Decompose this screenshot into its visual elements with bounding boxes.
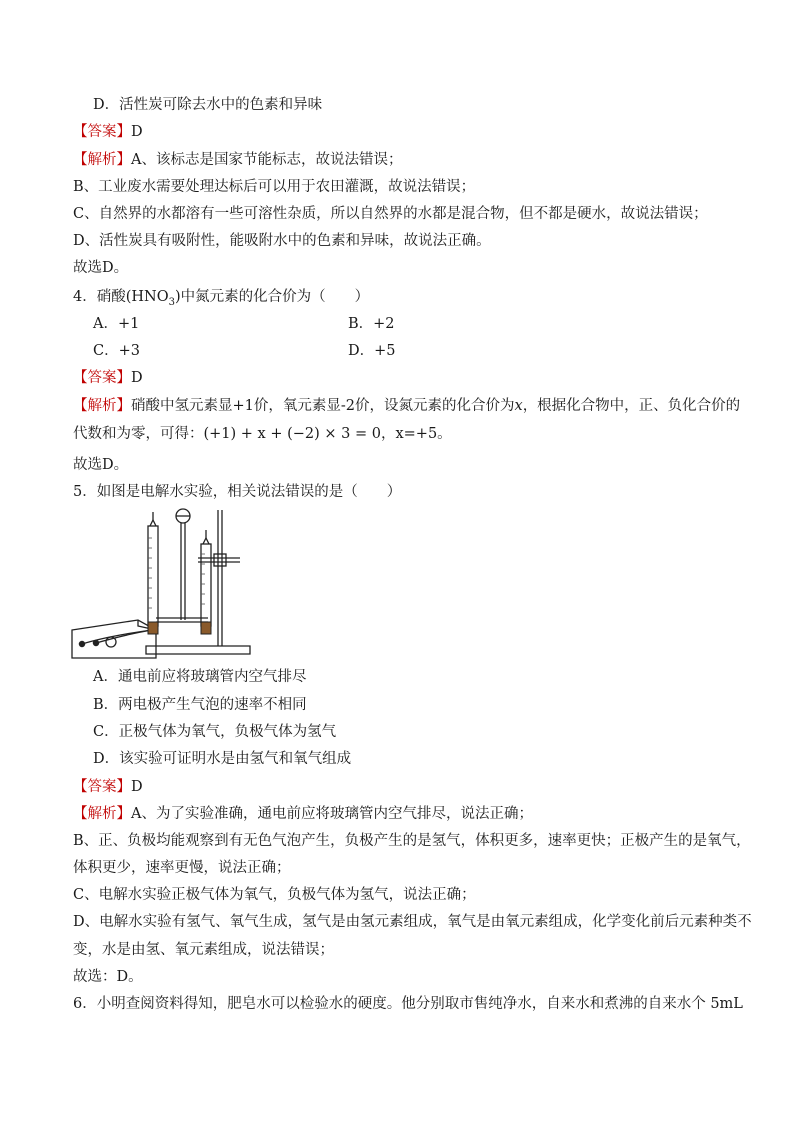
answer-tag: 【答案】: [73, 370, 131, 386]
q5-analysis-line-4: C、电解水实验正极气体为氧气，负极气体为氢气，说法正确；: [73, 887, 476, 903]
q3-analysis-line-4: D、活性炭具有吸附性，能吸附水中的色素和异味，故说法正确。: [73, 233, 491, 249]
q4-conclusion: 故选D。: [73, 457, 129, 473]
answer-tag: 【答案】: [73, 124, 131, 140]
right-burette: [201, 544, 211, 626]
q4-option-d: D．+5: [348, 343, 396, 359]
equation: (+1) + x + (−2) × 3 = 0: [203, 426, 381, 442]
q5-conclusion: 故选：D。: [73, 969, 143, 985]
answer-value: D: [131, 370, 143, 386]
q4-option-b: B．+2: [348, 316, 395, 332]
q5-option-a: A．通电前应将玻璃管内空气排尽: [93, 669, 307, 685]
power-supply: [72, 620, 156, 658]
q4-analysis-line-2: [73, 424, 452, 444]
analysis-text: A、该标志是国家节能标志，故说法错误；: [131, 152, 403, 168]
q4-stem-text: 4．硝酸(HNO: [73, 289, 169, 305]
analysis-text: 硝酸中氢元素显+1价，氧元素显-2价，设氮元素的化合价为: [131, 398, 515, 414]
answer-value: D: [131, 124, 143, 140]
q3-option-d: D．活性炭可除去水中的色素和异味: [93, 97, 323, 113]
q4-option-c: C．+3: [93, 343, 140, 359]
answer-value: D: [131, 779, 143, 795]
q3-analysis-line-2: B、工业废水需要处理达标后可以用于农田灌溉，故说法错误；: [73, 179, 476, 195]
q3-conclusion: 故选D。: [73, 260, 129, 276]
electrode: [201, 622, 211, 634]
q5-analysis-line-3: 体积更少，速率更慢，说法正确；: [73, 860, 291, 876]
q4-answer: [73, 368, 143, 388]
q5-option-b: B．两电极产生气泡的速率不相同: [93, 697, 307, 713]
q5-option-c: C．正极气体为氧气，负极气体为氢气: [93, 724, 337, 740]
left-burette: [148, 526, 158, 626]
q4-stem-subscript: 3: [168, 296, 175, 308]
q4-stem-tail: )中氮元素的化合价为（ ）: [174, 289, 370, 305]
q3-analysis-line-3: C、自然界的水都溶有一些可溶性杂质，所以自然界的水都是混合物，但不都是硬水，故说法错误；: [73, 206, 708, 222]
analysis-text: A、为了实验准确，通电前应将玻璃管内空气排尽，说法正确；: [131, 806, 533, 822]
q5-option-d: D．该实验可证明水是由氢气和氧气组成: [93, 751, 352, 767]
q5-analysis-line-2: B、正、负极均能观察到有无色气泡产生，负极产生的是氢气，体积更多，速率更快；正极产生的是氧气，: [73, 833, 751, 849]
electrolysis-apparatus-figure: [68, 508, 258, 664]
stopcock-icon: [150, 520, 156, 526]
q5-analysis-line-6: 变，水是由氢、氧元素组成，说法错误；: [73, 942, 334, 958]
q3-answer: [73, 122, 143, 142]
q5-analysis-line-5: D、电解水实验有氢气、氧气生成，氢气是由氢元素组成，氧气是由氧元素组成，化学变化前后元素种类不: [73, 914, 752, 930]
q4-stem: [73, 287, 369, 313]
analysis-tag: 【解析】: [73, 398, 131, 414]
analysis-result: ，x=+5。: [380, 426, 452, 442]
stopcock-icon: [203, 538, 209, 544]
q5-stem: 5．如图是电解水实验，相关说法错误的是（ ）: [73, 484, 402, 500]
analysis-text-tail: ，根据化合物中，正、负化合价的: [522, 398, 741, 414]
q4-option-a: A．+1: [93, 316, 140, 332]
variable-x: x: [514, 398, 523, 414]
q6-stem: 6．小明查阅资料得知，肥皂水可以检验水的硬度。他分别取市售纯净水，自来水和煮沸的自来水个 5mL: [73, 996, 743, 1012]
answer-tag: 【答案】: [73, 779, 131, 795]
q5-analysis-line-1: [73, 804, 533, 824]
analysis-text: 代数和为零，可得：: [73, 426, 204, 442]
analysis-tag: 【解析】: [73, 152, 131, 168]
analysis-tag: 【解析】: [73, 806, 131, 822]
stand-base: [146, 646, 250, 654]
electrode: [148, 622, 158, 634]
q5-answer: [73, 777, 143, 797]
q3-analysis-line-1: [73, 150, 402, 170]
q4-analysis-line-1: [73, 396, 740, 416]
